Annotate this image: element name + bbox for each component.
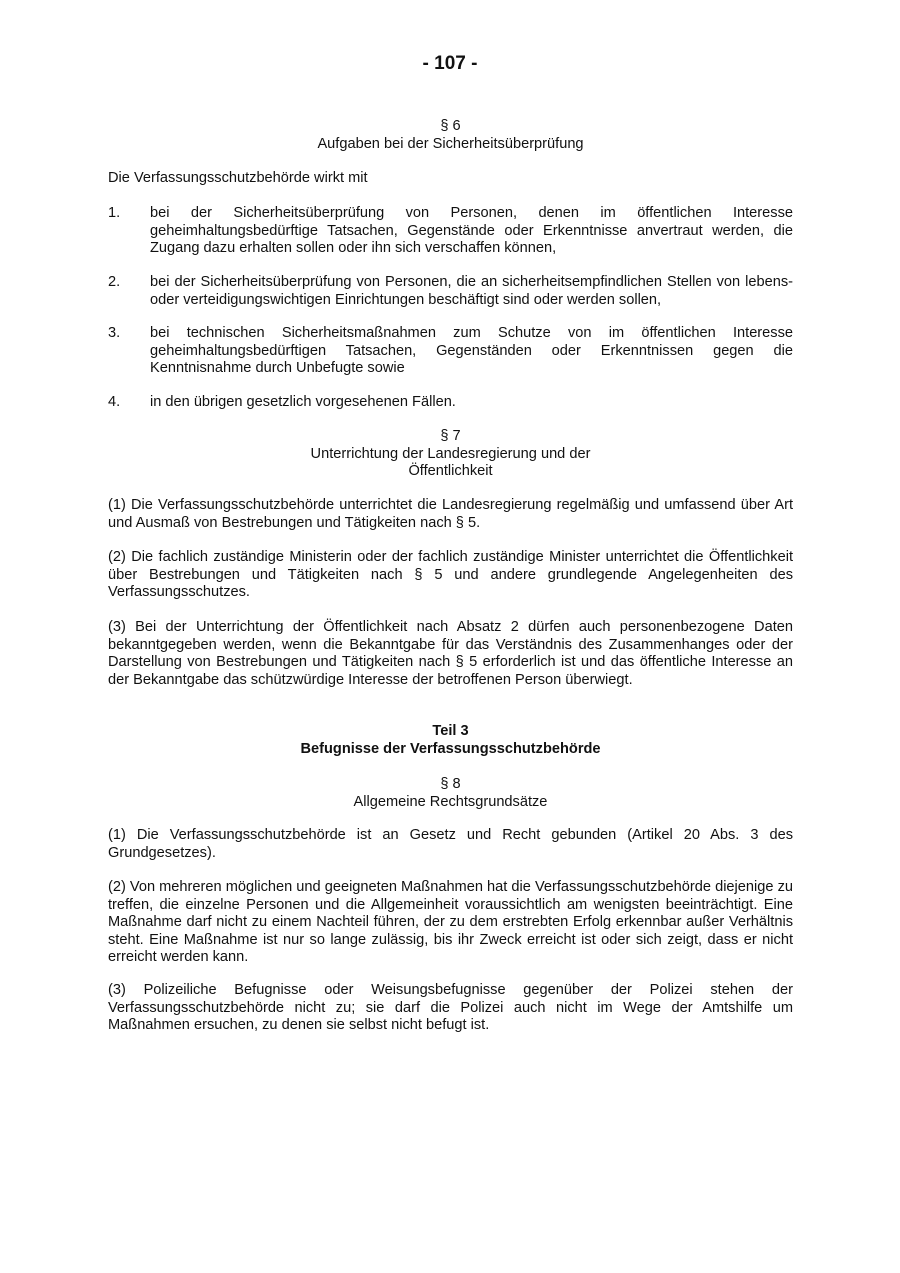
section-6-heading — [108, 118, 793, 153]
paragraph: (1) Die Verfassungsschutzbehörde ist an Gesetz und Recht gebunden (Artikel 20 Abs. 3 des Grundgesetzes). — [108, 827, 793, 861]
list-item — [108, 394, 793, 412]
paragraph: (2) Die fachlich zuständige Ministerin oder der fachlich zuständige Minister unterrichtet die Öffentlichkeit über Bestrebungen und Tätigkeiten nach § 5 und andere grundlegende Angelegenheiten des Verfassungsschutzes. — [108, 549, 793, 600]
list-item — [108, 325, 793, 378]
list-item-text: bei der Sicherheitsüberprüfung von Personen, die an sicherheitsempfindlichen Stellen von lebens- oder verteidigungswichtigen Einrichtungen beschäftigt sind oder werden sollen, — [150, 274, 793, 308]
section-number: § 8 — [440, 776, 461, 792]
section-title: Aufgaben bei der Sicherheitsüberprüfung — [317, 135, 584, 152]
section-title-line-2: Öffentlichkeit — [408, 463, 493, 479]
page-number: - 107 - — [422, 53, 478, 74]
list-item-text: bei der Sicherheitsüberprüfung von Personen, denen im öffentlichen Interesse geheimhaltungsbedürftige Tatsachen, Gegenstände oder Erkenntnisse anvertraut werden, die Zugang dazu erhalten sollen oder ihn sich verschaffen können, — [150, 205, 793, 256]
part-3-heading — [108, 723, 793, 758]
paragraph: (2) Von mehreren möglichen und geeigneten Maßnahmen hat die Verfassungsschutzbehörde diejenige zu treffen, die einzelne Personen und die Allgemeinheit voraussichtlich am wenigsten beeinträchtigt. Eine Maßnahme darf nicht zu einem Nachteil führen, der zu dem erstrebten Erfolg erkennbar außer Verhältnis steht. Eine Maßnahme ist nur so lange zulässig, bis ihr Zweck erreicht ist oder sich zeigt, dass er nicht erreicht werden kann. — [108, 879, 793, 965]
list-item-text: bei technischen Sicherheitsmaßnahmen zum Schutze von im öffentlichen Interesse geheimhaltungsbedürftigen Tatsachen, Gegenständen oder Erkenntnissen gegen die Kenntnisnahme durch Unbefugte sowie — [150, 325, 793, 376]
section-7-heading — [108, 428, 793, 481]
list-item-text: in den übrigen gesetzlich vorgesehenen Fällen. — [150, 394, 456, 410]
list-item-number: 4. — [108, 394, 121, 410]
paragraph: (3) Polizeiliche Befugnisse oder Weisungsbefugnisse gegenüber der Polizei stehen der Verfassungsschutzbehörde nicht zu; sie darf die Polizei auch nicht im Wege der Amtshilfe um Maßnahmen ersuchen, zu denen sie selbst nicht befugt ist. — [108, 982, 793, 1033]
list-item-number: 3. — [108, 325, 121, 341]
section-6-intro: Die Verfassungsschutzbehörde wirkt mit — [108, 170, 368, 186]
list-item — [108, 205, 793, 258]
section-title: Allgemeine Rechtsgrundsätze — [353, 793, 548, 810]
list-item — [108, 274, 793, 309]
section-number: § 7 — [440, 428, 461, 444]
section-number: § 6 — [440, 118, 461, 134]
part-label: Teil 3 — [432, 723, 469, 739]
part-title: Befugnisse der Verfassungsschutzbehörde — [300, 740, 601, 757]
section-title-line-1: Unterrichtung der Landesregierung und der — [310, 445, 591, 462]
paragraph: (1) Die Verfassungsschutzbehörde unterrichtet die Landesregierung regelmäßig und umfassend über Art und Ausmaß von Bestrebungen und Tätigkeiten nach § 5. — [108, 497, 793, 531]
paragraph: (3) Bei der Unterrichtung der Öffentlichkeit nach Absatz 2 dürfen auch personenbezogene Daten bekanntgegeben werden, wenn die Bekanntgabe für das Verständnis des Zusammenhanges oder der Darstellung von Bestrebungen und Tätigkeiten nach § 5 erforderlich ist und das öffentliche Interesse an der Bekanntgabe das schützwürdige Interesse der betroffenen Person überwiegt. — [108, 619, 793, 688]
list-item-number: 1. — [108, 205, 121, 221]
section-8-heading — [108, 776, 793, 811]
list-item-number: 2. — [108, 274, 121, 290]
